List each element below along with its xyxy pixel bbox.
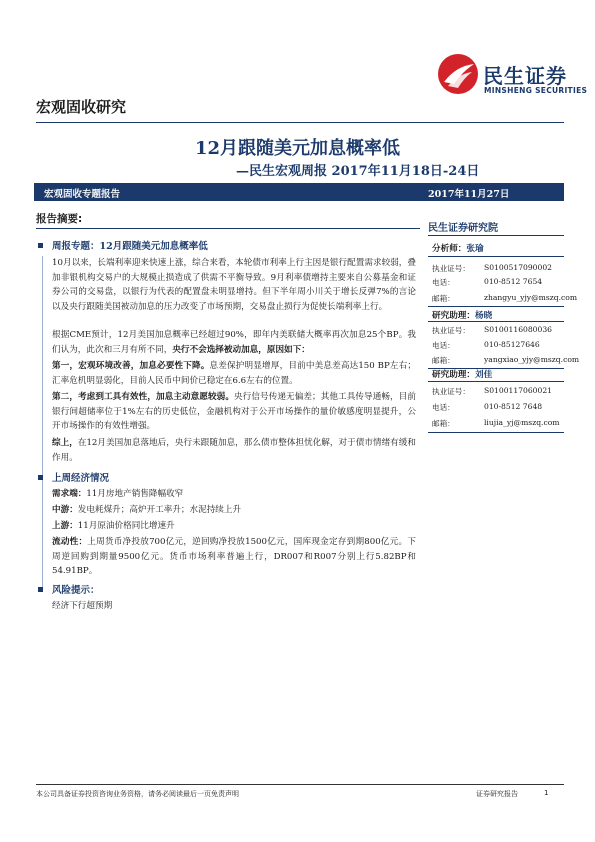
topic-paragraph-4: 第二，考虑到工具有效性，加息主动意愿较弱。央行信号传递无偏差；其他工具传导通畅，目前银行间超储率位于1%左右的历史低位，金融机构对于公开市场操作的量价敏感度明显提升，公开市场操作的有效性增强。 xyxy=(52,392,416,431)
analyst-title: 研究助理：刘佳 xyxy=(432,370,493,380)
report-date: 2017年11月27日 xyxy=(428,189,510,200)
institute-name: 民生证券研究院 xyxy=(428,223,498,234)
topic-paragraph-2: 根据CME预计，12月美国加息概率已经超过90%，即年内美联储大概率再次加息25个BP。我们认为，此次和三月有所不同，央行不会选择被动加息，原因如下： xyxy=(52,330,416,355)
email-address[interactable]: yangxiao_yjy@mszq.com xyxy=(484,355,580,364)
weekly-liquidity: 流动性：上周货币净投放700亿元，逆回购净投放1500亿元，国库现金定存到期800亿元。下周逆回购到期量9500亿元。货币市场利率普遍上行，DR007和R007分别上行5.82BP和54.91BP。 xyxy=(52,537,416,576)
analyst-title: 研究助理：杨晓 xyxy=(432,311,493,321)
email-label: 邮箱： xyxy=(432,294,455,303)
phone-label: 电话： xyxy=(432,403,455,412)
analyst-divider xyxy=(428,381,564,382)
analyst-divider xyxy=(428,306,564,307)
brand-name-cn: 民生证券 xyxy=(483,64,567,88)
analyst-divider xyxy=(428,432,564,433)
phone-number: 010-85127646 xyxy=(484,340,540,349)
header-divider xyxy=(36,122,564,123)
email-label: 邮箱： xyxy=(432,419,455,428)
summary-heading: 报告摘要: xyxy=(36,213,83,225)
weekly-heading: 上周经济情况 xyxy=(52,473,110,484)
weekly-midstream: 中游：发电耗煤升；高炉开工率升；水泥持续上升 xyxy=(52,505,242,515)
weekly-upstream: 上游：11月原油价格同比增速升 xyxy=(52,521,175,531)
sidebar-divider xyxy=(428,235,564,236)
analyst-title: 分析师：张瑜 xyxy=(432,244,484,254)
email-label: 邮箱： xyxy=(432,356,455,365)
email-address[interactable]: zhangyu_yjy@mszq.com xyxy=(484,293,578,302)
footer-divider xyxy=(36,784,564,785)
cert-number: S0100117060021 xyxy=(484,386,553,395)
topic-paragraph-5: 综上，在12月美国加息落地后，央行未跟随加息，那么债市整体担忧化解，对于债市情绪有缓和作用。 xyxy=(52,438,416,463)
phone-label: 电话： xyxy=(432,278,455,287)
topic-paragraph-1: 10月以来，长端利率迎来快速上涨，综合来看，本轮债市利率上行主因是银行配置需求较弱，叠加非银机构交易户的大规模止损造成了供需不平衡导致。9月利率债增持主要来自公募基金和证券公司的交易盘，以银行为代表的配置盘未明显增持。但下半年周小川关于增长反弹7%的言论以及央行跟随美国被动加息的压力改变了市场预期，交易盘止损行为促使长端利率上行。 xyxy=(52,258,416,312)
section-guide-line xyxy=(42,488,43,588)
risk-heading: 风险提示： xyxy=(52,585,100,596)
bullet-icon xyxy=(38,243,43,248)
topic-heading: 周报专题：12月跟随美元加息概率低 xyxy=(52,241,208,252)
cert-number: S0100116080036 xyxy=(484,325,553,334)
footer-label: 证券研究报告 xyxy=(476,790,518,798)
bullet-icon xyxy=(38,475,43,480)
cert-number: S0100517090002 xyxy=(484,263,553,272)
footer-disclaimer: 本公司具备证券投资咨询业务资格，请务必阅读最后一页免责声明 xyxy=(36,790,239,798)
section-guide-line xyxy=(42,256,43,506)
report-category: 宏观固收专题报告 xyxy=(44,189,121,200)
report-subtitle: —民生宏观周报 2017年11月18日-24日 xyxy=(236,164,480,179)
topic-paragraph-3: 第一，宏观环境改善，加息必要性下降。息差保护明显增厚，目前中美息差高达150 BP左右；汇率危机明显弱化，目前人民币中间价已稳定在6.6左右的位置。 xyxy=(52,361,416,386)
phone-label: 电话： xyxy=(432,341,455,350)
phone-number: 010-8512 7654 xyxy=(484,277,543,286)
doc-type-label: 宏观固收研究 xyxy=(36,98,127,116)
bullet-icon xyxy=(38,587,43,592)
page-number: 1 xyxy=(544,789,549,797)
cert-label: 执业证号： xyxy=(432,387,470,396)
risk-text: 经济下行超预期 xyxy=(52,601,113,611)
minsheng-logo-icon xyxy=(436,52,480,96)
analyst-divider xyxy=(428,256,564,257)
cert-label: 执业证号： xyxy=(432,264,470,273)
summary-divider xyxy=(36,228,420,229)
report-title: 12月跟随美元加息概率低 xyxy=(194,138,401,159)
phone-number: 010-8512 7648 xyxy=(484,402,543,411)
analyst-divider xyxy=(428,321,564,322)
brand-name-en: MINSHENG SECURITIES xyxy=(484,86,588,95)
cert-label: 执业证号： xyxy=(432,326,470,335)
email-address[interactable]: liujia_yj@mszq.com xyxy=(484,418,560,427)
weekly-demand: 需求端：11月房地产销售降幅收窄 xyxy=(52,489,184,499)
